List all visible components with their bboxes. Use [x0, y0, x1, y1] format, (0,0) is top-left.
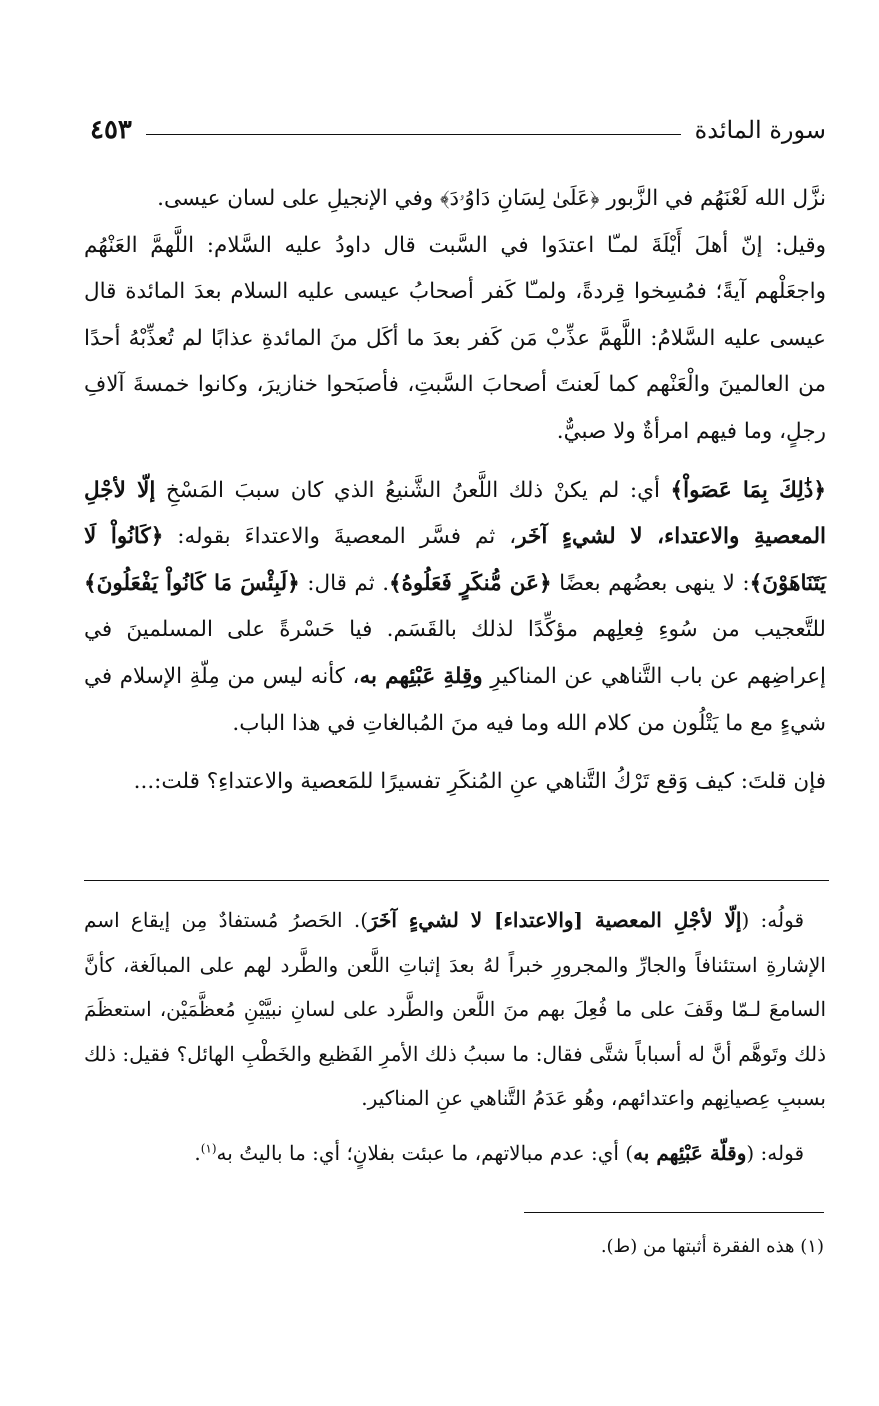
text-span: أي: لم يكنْ ذلك اللَّعنُ الشَّنيعُ الذي كان سببَ المَسْخِ: [155, 477, 671, 503]
commentary-paragraph-2: [84, 1131, 826, 1176]
text-span: .: [194, 1140, 201, 1165]
commentary-paragraph-1: [84, 898, 826, 1121]
running-header: [90, 112, 826, 148]
quran-verse: ﴿عَن مُّنكَرٍ فَعَلُوهُ﴾: [389, 570, 552, 596]
commentary-text: [84, 898, 826, 1186]
text-span: ، ثم فسَّر المعصيةَ والاعتداءَ بقوله:: [163, 524, 517, 550]
paragraph-1: نزَّل الله لَعْنَهُم في الزَّبور ﴿عَلَىٰ لِسَانِ دَاوُۥدَ﴾ وفي الإنجيلِ على لسان عيسى.: [157, 186, 826, 211]
quran-verse: ﴿لَبِئْسَ مَا كَانُواْ يَفْعَلُونَ﴾: [84, 570, 300, 596]
text-span: ، كأنه ليس من مِلّةِ الإسلام في شيءٍ مع ما يَتْلُون من كلام الله وما فيه منَ المُبالغاتِ في هذا الباب.: [84, 663, 826, 736]
text-span: قولُه: (: [741, 908, 805, 932]
main-text: [84, 176, 826, 806]
footnote-rule: [524, 1212, 824, 1213]
text-span: : لا ينهى بعضُهم بعضًا: [551, 570, 750, 596]
text-span: قوله: (: [746, 1140, 804, 1165]
footnote-marker: (١): [200, 1141, 217, 1156]
paragraph-2: وقيل: إنّ أهلَ أَيْلَةَ لمـّا اعتدَوا في السَّبت قال داودُ عليه السَّلام: اللَّهمَّ العَنْهُم واجعَلْهم آيةً؛ فمُسِخوا قِردةً، ولمـّا كَفر أصحابُ عيسى عليه السلام بعدَ المائدة قال عيسى عليه السَّلامُ: اللَّهمَّ عذِّبْ مَن كَفر بعدَ ما أكَل منَ المائدةِ عذابًا لم تُعذِّبْهُ أحدًا من العالمينَ والْعَنْهم كما لَعنتَ أصحابَ السَّبتِ، فأصبَحوا خنازيرَ، وكانوا خمسةَ آلافِ رجلٍ، وما فيهم امرأةٌ ولا صبيٌّ.: [84, 232, 826, 444]
text-span: . ثم قال:: [299, 570, 390, 596]
text-span: ). الحَصرُ مُستفادٌ مِن إيقاع اسم الإشارةِ استئنافاً والجارِّ والمجرورِ خبراً لهُ بعدَ إثباتِ اللَّعن والطَّرد لهم على المبالَغة، كأنَّ السامعَ لـمّا وقَفَ على ما فُعِلَ بهم منَ اللَّعن والطَّرد على لسانِ نبيَّيْنِ مُعظَّمَيْن، استعظَمَ ذلك وتَوهَّم أنَّ له أسباباً شتَّى فقال: ما سببُ ذلك الأمرِ الفَظيع والخَطْبِ الهائل؟ فقيل: ذلك بسببِ عِصيانِهم واعتدائهم، وهُو عَدَمُ التَّناهي عنِ المناكير.: [84, 908, 826, 1111]
page-number: ٤٥٣: [90, 115, 132, 145]
surah-title: سورة المائدة: [694, 116, 826, 144]
bold-phrase: وقِلةِ عَبْئِهم به: [359, 663, 483, 689]
text-span: ) أي: عدم مبالاتهم، ما عبئت بفلانٍ؛ أي: ما باليتُ به: [216, 1140, 634, 1165]
footnote: (١) هذه الفقرة أثبتها من (ط).: [600, 1236, 824, 1257]
bold-phrase: إلّا لأجْلِ المعصية [والاعتداء] لا لشيءٍ آخَرَ: [368, 908, 742, 932]
paragraph-4: فإن قلتَ: كيف وَقع تَرْكُ التَّناهي عنِ المُنكَرِ تفسيرًا للمَعصية والاعتداءِ؟ قلت:...: [133, 769, 826, 795]
quran-verse: ﴿كَانُواْ لَا يَتَنَاهَوْنَ﴾: [84, 524, 826, 596]
section-divider: [84, 880, 829, 881]
paragraph-3: [84, 468, 826, 748]
quran-verse: ﴿ذَٰلِكَ بِمَا عَصَواْ﴾: [670, 477, 826, 503]
text-span: للتَّعجيب من سُوءِ فِعلِهم مؤكِّدًا لذلك بالقَسَم. فيا حَسْرةً على المسلمينَ في إعراضِهم عن باب التَّناهي عن المناكيرِ: [84, 617, 827, 689]
bold-phrase: إلّا لأجْلِ المعصيةِ والاعتداء، لا لشيءٍ آخَر: [84, 477, 826, 550]
bold-phrase: وقلّة عَبْئِهم به: [633, 1140, 747, 1165]
header-rule: [146, 134, 681, 135]
